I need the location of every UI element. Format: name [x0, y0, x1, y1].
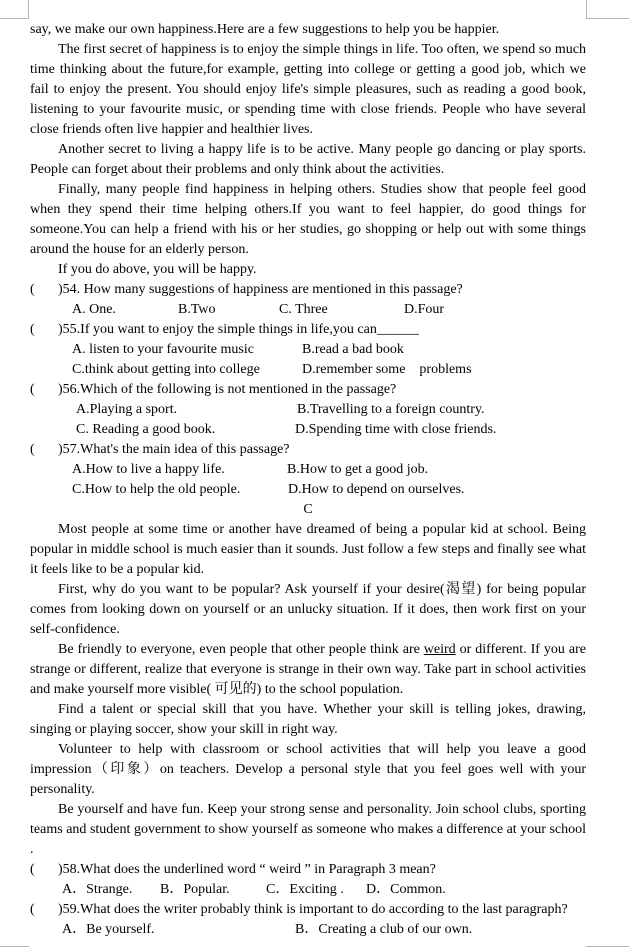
question-55-options-row-1 [30, 340, 586, 360]
question-59-stem: ( )59.What does the writer probably think is important to do according to the last paragraph? [30, 900, 586, 920]
option-b[interactable]: B．Popular. [160, 882, 230, 897]
corner-mark-bottom-left [0, 946, 29, 947]
option-c[interactable]: C.think about getting into college [72, 362, 260, 377]
answer-paren[interactable]: ( [30, 442, 35, 457]
question-55-options-row-2 [30, 360, 586, 380]
question-56-stem: ( )56.Which of the following is not mentioned in the passage? [30, 380, 586, 400]
option-b[interactable]: B．Creating a club of our own. [295, 922, 473, 937]
option-c[interactable]: C．Exciting . [266, 882, 344, 897]
question-56-options-row-2 [30, 420, 586, 440]
underlined-word: weird [423, 642, 456, 657]
option-c[interactable]: C.How to help the old people. [72, 482, 241, 497]
option-d[interactable]: D.How to depend on ourselves. [288, 482, 465, 497]
passage2-paragraph-2: First, why do you want to be popular? Ask yourself if your desire(渴望) for being popular comes from looking down on yourself or an unlucky situation. If it does, then work first on your self-confidence. [30, 582, 586, 637]
question-54-options [30, 300, 586, 320]
question-55-stem: ( )55.If you want to enjoy the simple things in life,you can______ [30, 320, 586, 340]
option-b[interactable]: B.Two [178, 302, 216, 317]
section-label: C [303, 502, 313, 517]
passage1-paragraph-2: Another secret to living a happy life is to be active. Many people go dancing or play sports. People can forget about their problems and only think about the activities. [30, 142, 586, 177]
question-57-options-row-2 [30, 480, 586, 500]
passage1-paragraph-1: The first secret of happiness is to enjoy the simple things in life. Too often, we spend so much time thinking about the future,for example, getting into college or getting a good job, which we fail to enjoy the present. You should enjoy life's simple pleasures, such as reading a good book, listening to your favourite music, or spending time with close friends. People who have several close friends often live happier and healthier lives. [30, 42, 586, 137]
corner-mark-top-left-h [0, 18, 29, 19]
option-c[interactable]: C. Reading a good book. [76, 422, 216, 437]
option-d[interactable]: D.remember some problems [302, 362, 472, 377]
option-d[interactable]: D.Spending time with close friends. [295, 422, 497, 437]
question-56-options-row-1 [30, 400, 586, 420]
question-54-stem: ( )54. How many suggestions of happiness are mentioned in this passage? [30, 280, 586, 300]
question-57-options-row-1 [30, 460, 586, 480]
question-59-options [30, 920, 586, 940]
passage2-paragraph-4: Find a talent or special skill that you have. Whether your skill is telling jokes, drawing, singing or playing soccer, show your skill in right way. [30, 702, 586, 737]
corner-mark-top-left [28, 0, 29, 18]
passage1-paragraph-3: Finally, many people find happiness in helping others. Studies show that people feel good when they spend their time helping others.If you want to feel happier, do good things for someone.You can help a friend with his or her studies, go shopping or help out with some things around the house for an elderly person. [30, 182, 586, 257]
passage2-paragraph-5: Volunteer to help with classroom or school activities that will help you leave a good impression（印象）on teachers. Develop a personal style that you feel goes well with your personality. [30, 742, 586, 797]
answer-paren[interactable]: ( [30, 382, 35, 397]
option-a[interactable]: A.How to live a happy life. [72, 462, 225, 477]
option-a[interactable]: A. One. [72, 302, 116, 317]
passage1-paragraph-4: If you do above, you will be happy. [58, 262, 257, 277]
passage2-paragraph-6: Be yourself and have fun. Keep your strong sense and personality. Join school clubs, sporting teams and student government to show yourself as someone who makes a difference at your school . [30, 802, 586, 857]
answer-paren[interactable]: ( [30, 862, 35, 877]
passage2-paragraph-1: Most people at some time or another have dreamed of being a popular kid at school. Being popular in middle school is much easier than it sounds. Just follow a few steps and finally see what it feels like to be a popular kid. [30, 522, 586, 577]
option-d[interactable]: D．Common. [366, 882, 446, 897]
corner-mark-top-right [586, 0, 587, 18]
answer-paren[interactable]: ( [30, 322, 35, 337]
option-b[interactable]: B.Travelling to a foreign country. [297, 402, 485, 417]
answer-paren[interactable]: ( [30, 902, 35, 917]
question-57-stem: ( )57.What's the main idea of this passage? [30, 440, 586, 460]
option-b[interactable]: B.read a bad book [302, 342, 404, 357]
passage2-paragraph-3: Be friendly to everyone, even people that other people think are weird or different. If you are strange or different, realize that everyone is strange in their own way. Take part in school activities and make yourself more visible( 可见的) to the school population. [30, 642, 586, 697]
option-c[interactable]: C. Three [279, 302, 328, 317]
question-58-stem: ( )58.What does the underlined word “ weird ” in Paragraph 3 mean? [30, 860, 586, 880]
document-page [30, 20, 586, 940]
passage-intro-line: say, we make our own happiness.Here are a few suggestions to help you be happier. [30, 22, 500, 37]
corner-mark-bottom-right [586, 946, 629, 947]
option-a[interactable]: A．Strange. [62, 882, 133, 897]
answer-paren[interactable]: ( [30, 282, 35, 297]
option-b[interactable]: B.How to get a good job. [287, 462, 429, 477]
corner-mark-top-right-h [586, 18, 629, 19]
option-a[interactable]: A. listen to your favourite music [72, 342, 254, 357]
question-58-options [30, 880, 586, 900]
option-a[interactable]: A．Be yourself. [62, 922, 155, 937]
option-a[interactable]: A.Playing a sport. [76, 402, 178, 417]
option-d[interactable]: D.Four [404, 302, 445, 317]
